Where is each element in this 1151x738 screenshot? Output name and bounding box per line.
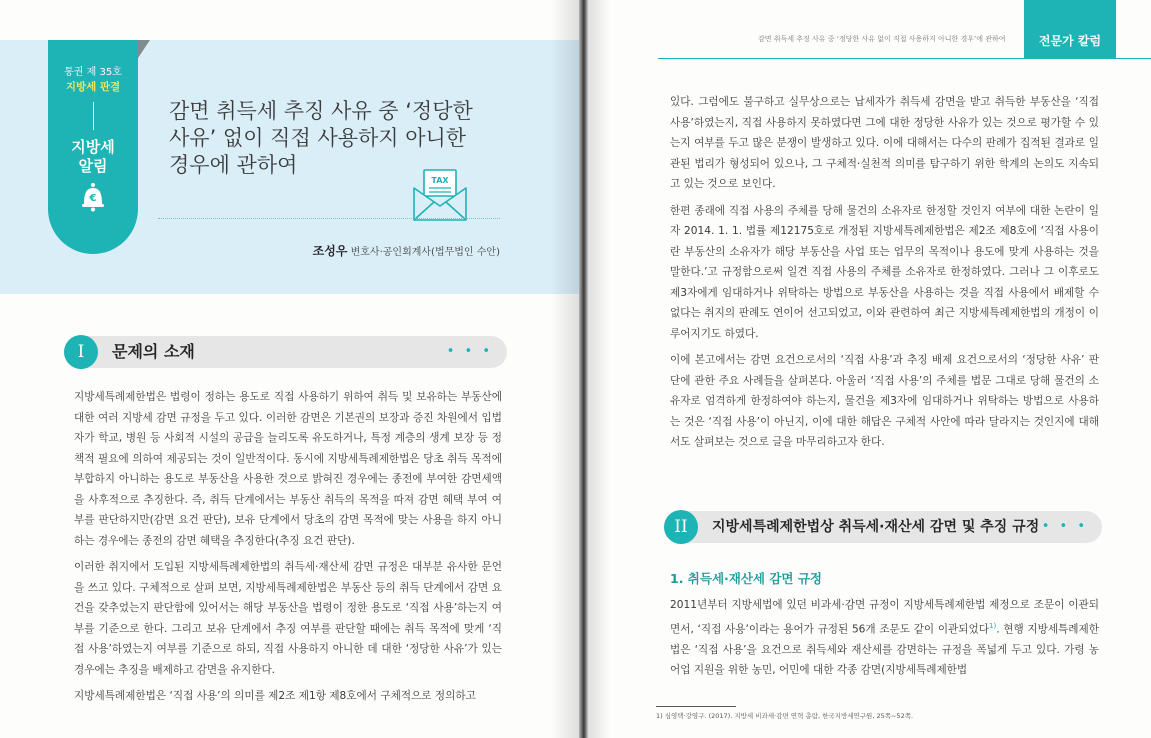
badge-name-line1: 지방세 bbox=[71, 138, 115, 156]
badge-fold bbox=[138, 40, 150, 58]
footnote-rule bbox=[656, 706, 736, 707]
title-rule bbox=[158, 218, 500, 219]
paragraph: 이에 본고에서는 감면 요건으로서의 ‘직접 사용’과 추징 배제 요건으로서의 ‘정당한 사유’ 판단에 관한 주요 사례들을 살펴본다. 아울러 ‘직접 사용’의 주체를 법문 그대로 당해 물건의 소유자로 엄격하게 한정하여야 하는지, 물건을 제3자에 임대하거나 위탁하는 방법으로 사용하는 것은 ‘직접 사용’이 아닌지, 이에 대한 해답은 구체적 사안에 따라 달라지는 것인지에 대해서도 살펴보는 것으로 글을 마무리하고자 한다. bbox=[670, 354, 1099, 448]
paragraph: 이러한 취지에서 도입된 지방세특례제한법의 취득세·재산세 감면 규정은 대부분 유사한 문언을 쓰고 있다. 구체적으로 살펴 보면, 지방세특례제한법은 부동산 등의 취득 단계에서 감면 요건을 갖추었는지 판단함에 있어서는 해당 부동산을 법령이 정한 용도로 ‘직접 사용’하는지 여부를 기준으로 한다. 그리고 보유 단계에서 추징 여부를 판단할 때에는 취득 목적에 맞게 ‘직접 사용’하였는지 여부를 기준으로 하되, 직접 사용하지 아니한 데 대한 ‘정당한 사유’가 있는 경우에는 추징을 배제하고 감면을 유지한다. bbox=[74, 561, 502, 676]
author-name: 조성우 bbox=[312, 244, 348, 258]
paragraph: 한편 종래에 직접 사용의 주체를 당해 물건의 소유자로 한정할 것인지 여부에 대한 논란이 일자 2014. 1. 1. 법률 제12175호로 개정된 지방세특례제한법은 제2조 제8호에 ‘직접 사용이란 부동산의 소유자가 해당 부동산을 사업 또는 업무의 목적이나 용도에 맞게 사용하는 것을 말한다.’고 규정함으로써 일견 직접 사용의 주체를 소유자로 한정하였다. 그러나 그 이후로도 제3자에게 임대하거나 위탁하는 방법으로 부동산을 사용하는 것을 직접 사용에서 배제할 수 없다는 취지의 판례도 연이어 선고되었고, 이와 관련하여 최근 지방세특례제한법의 개정이 이루어지기도 하였다. bbox=[670, 204, 1099, 340]
badge-name-line2: 알림 bbox=[78, 157, 108, 175]
section-2-title: 지방세특례제한법상 취득세·재산세 감면 및 추징 규정 bbox=[712, 519, 1040, 535]
footnote: 1) 심영택·강영구. (2017). 지방세 비과세·감면 연혁 총람, 한국지방세연구원, 25쪽~52쪽. bbox=[656, 712, 914, 720]
title-line-3: 경우에 관하여 bbox=[169, 153, 298, 177]
section-1-title: 문제의 소재 bbox=[112, 342, 195, 361]
paragraph-text-a: 2011년부터 지방세법에 있던 비과세·감면 규정이 지방세특례제한법 제정으로 조문이 이관되면서, ‘직접 사용’이라는 용어가 규정된 56개 조문도 같이 이관되었다 bbox=[670, 599, 1099, 636]
running-head: 감면 취득세 추징 사유 중 ‘정당한 사유 없이 직접 사용하지 아니한 경우’에 관하여 bbox=[758, 35, 1006, 43]
title-line-1: 감면 취득세 추징 사유 중 ‘정당한 bbox=[169, 99, 473, 123]
footnote-ref: 1) bbox=[989, 621, 997, 630]
svg-text:€: € bbox=[89, 193, 97, 204]
section-1-dots: • • • bbox=[446, 344, 493, 359]
right-body-lower bbox=[670, 595, 1099, 687]
category-badge bbox=[48, 40, 138, 254]
paragraph bbox=[670, 595, 1099, 681]
tax-envelope-icon bbox=[410, 166, 470, 224]
author-line bbox=[290, 242, 500, 259]
subheading: 1. 취득세·재산세 감면 규정 bbox=[670, 571, 823, 586]
paragraph: 지방세특례제한법은 법령이 정하는 용도로 직접 사용하기 위하여 취득 및 보유하는 부동산에 대한 여러 지방세 감면 규정을 두고 있다. 이러한 감면은 기본권의 보장과 증진 차원에서 입법자가 학교, 병원 등 사회적 시설의 공급을 늘리도록 유도하거나, 특정 계층의 생계 보장 등 정책적 필요에 의하여 제공되는 것이 일반적이다. 동시에 지방세특례제한법은 당초 취득 목적에 부합하지 아니하는 용도로 부동산을 사용한 것으로 밝혀진 경우에는 종전에 부여한 감면세액을 사후적으로 추징한다. 즉, 취득 단계에서는 부동산 취득의 목적을 따져 감면 혜택 부여 여부를 판단하지만(감면 요건 판단), 보유 단계에서 당초의 감면 목적에 맞는 사용을 하지 아니하는 경우에는 종전의 감면 혜택을 추징한다(추징 요건 판단). bbox=[74, 391, 502, 547]
section-2-dots: • • • bbox=[1041, 519, 1088, 534]
title-line-2: 사유’ 없이 직접 사용하지 아니한 bbox=[169, 126, 467, 150]
badge-divider bbox=[93, 102, 94, 130]
section-1-number: I bbox=[64, 335, 98, 369]
bell-icon bbox=[78, 182, 108, 212]
paragraph-text-b: . 현행 지방세특례제한법은 ‘직접 사용’을 요건으로 취득세와 재산세를 감면하는 규정을 폭넓게 두고 있다. 가령 농어업 지원을 위한 농민, 어민에 대한 각종 감면(지방세특례제한법 bbox=[670, 623, 1099, 677]
header-rule bbox=[658, 58, 1151, 59]
tax-icon-label: TAX bbox=[431, 176, 449, 185]
book-gutter bbox=[579, 0, 588, 738]
badge-category: 지방세 판결 bbox=[65, 81, 121, 93]
author-affiliation: 변호사·공인회계사(법무법인 수안) bbox=[350, 247, 500, 258]
section-2-number: II bbox=[664, 510, 698, 544]
paragraph: 있다. 그럼에도 불구하고 실무상으로는 납세자가 취득세 감면을 받고 취득한 부동산을 ‘직접 사용’하였는지, 직접 사용하지 못하였다면 그에 대한 정당한 사유가 있는 것으로 평가할 수 있는지 여부를 두고 많은 분쟁이 발생하고 있다. 이에 대해서는 다수의 판례가 집적된 결과로 일관된 법리가 형성되어 있으나, 그 구체적·실천적 의미를 탐구하기 위한 학계의 논의도 지속되고 있는 것으로 보인다. bbox=[670, 96, 1099, 190]
section-2-header bbox=[664, 511, 1102, 543]
badge-series: 통권 제 35호 bbox=[64, 67, 122, 78]
column-tab: 전문가 칼럼 bbox=[1024, 0, 1116, 58]
section-1-body bbox=[74, 387, 502, 713]
right-page bbox=[588, 0, 1151, 738]
section-1-header bbox=[64, 336, 507, 368]
right-body-upper bbox=[670, 92, 1099, 459]
paragraph: 지방세특례제한법은 ‘직접 사용’의 의미를 제2조 제1항 제8호에서 구체적으로 정의하고 bbox=[74, 690, 476, 702]
